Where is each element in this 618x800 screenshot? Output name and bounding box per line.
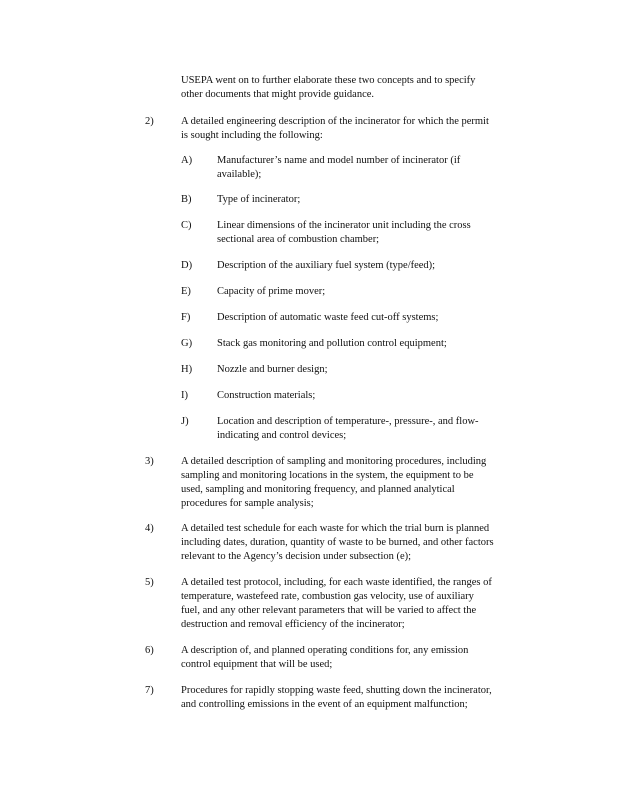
subitem-paragraph bbox=[217, 337, 447, 351]
subitem-line: indicating and control devices; bbox=[217, 430, 347, 441]
subitem-line: Description of the auxiliary fuel system (type/feed); bbox=[217, 260, 436, 271]
item-number: 5) bbox=[145, 577, 154, 588]
subitem-letter: G) bbox=[181, 338, 193, 349]
intro-paragraph bbox=[181, 74, 475, 102]
item-line: A detailed engineering description of the incinerator for which the permit bbox=[181, 116, 489, 127]
subitem-letter: B) bbox=[181, 194, 192, 205]
item-line: fuel, and any other relevant parameters that will be varied to affect the bbox=[181, 605, 477, 616]
item-line: is sought including the following: bbox=[181, 130, 323, 141]
item-paragraph bbox=[181, 522, 494, 564]
subitem-line: Location and description of temperature-, pressure-, and flow- bbox=[217, 416, 479, 427]
subitem-paragraph bbox=[217, 154, 460, 182]
subitem-paragraph bbox=[217, 311, 438, 325]
subitem-line: Capacity of prime mover; bbox=[217, 286, 326, 297]
item-line: temperature, wastefeed rate, combustion gas velocity, use of auxiliary bbox=[181, 591, 474, 602]
item-paragraph bbox=[181, 115, 489, 143]
item-line: Procedures for rapidly stopping waste feed, shutting down the incinerator, bbox=[181, 685, 492, 696]
subitem-paragraph bbox=[217, 389, 315, 403]
subitem-line: Nozzle and burner design; bbox=[217, 364, 328, 375]
item-line: A detailed test schedule for each waste for which the trial burn is planned bbox=[181, 523, 490, 534]
item-number: 7) bbox=[145, 685, 154, 696]
subitem-letter: D) bbox=[181, 260, 193, 271]
item-line: including dates, duration, quantity of waste to be burned, and other factors bbox=[181, 537, 494, 548]
subitem-line: available); bbox=[217, 169, 262, 180]
item-line: and controlling emissions in the event of an equipment malfunction; bbox=[181, 699, 468, 710]
subitem-paragraph bbox=[217, 259, 435, 273]
item-line: used, sampling and monitoring frequency, and planned analytical bbox=[181, 484, 455, 495]
subitem-line: Linear dimensions of the incinerator unit including the cross bbox=[217, 220, 471, 231]
subitem-paragraph bbox=[217, 219, 471, 247]
item-paragraph bbox=[181, 455, 486, 511]
subitem-line: Construction materials; bbox=[217, 390, 316, 401]
item-paragraph bbox=[181, 644, 468, 672]
subitem-paragraph bbox=[217, 363, 328, 377]
subitem-line: Manufacturer’s name and model number of incinerator (if bbox=[217, 155, 461, 166]
item-number: 4) bbox=[145, 523, 154, 534]
item-paragraph bbox=[181, 576, 492, 632]
item-number: 3) bbox=[145, 456, 154, 467]
subitem-line: Type of incinerator; bbox=[217, 194, 301, 205]
item-number: 2) bbox=[145, 116, 154, 127]
subitem-letter: C) bbox=[181, 220, 192, 231]
subitem-line: sectional area of combustion chamber; bbox=[217, 234, 380, 245]
subitem-letter: J) bbox=[181, 416, 189, 427]
item-paragraph bbox=[181, 684, 492, 712]
item-number: 6) bbox=[145, 645, 154, 656]
item-line: A description of, and planned operating conditions for, any emission bbox=[181, 645, 469, 656]
subitem-paragraph bbox=[217, 285, 325, 299]
item-line: procedures for sample analysis; bbox=[181, 498, 314, 509]
item-line: control equipment that will be used; bbox=[181, 659, 333, 670]
intro-line: other documents that might provide guidance. bbox=[181, 89, 375, 100]
subitem-letter: H) bbox=[181, 364, 193, 375]
intro-line: USEPA went on to further elaborate these two concepts and to specify bbox=[181, 75, 476, 86]
subitem-line: Stack gas monitoring and pollution control equipment; bbox=[217, 338, 447, 349]
subitem-letter: A) bbox=[181, 155, 193, 166]
subitem-paragraph bbox=[217, 193, 300, 207]
item-line: A detailed description of sampling and monitoring procedures, including bbox=[181, 456, 487, 467]
item-line: A detailed test protocol, including, for each waste identified, the ranges of bbox=[181, 577, 492, 588]
item-line: relevant to the Agency’s decision under subsection (e); bbox=[181, 551, 412, 562]
item-line: sampling and monitoring locations in the system, the equipment to be bbox=[181, 470, 474, 481]
subitem-letter: F) bbox=[181, 312, 191, 323]
subitem-paragraph bbox=[217, 415, 479, 443]
subitem-line: Description of automatic waste feed cut-off systems; bbox=[217, 312, 439, 323]
item-line: destruction and removal efficiency of the incinerator; bbox=[181, 619, 405, 630]
subitem-letter: I) bbox=[181, 390, 188, 401]
subitem-letter: E) bbox=[181, 286, 191, 297]
